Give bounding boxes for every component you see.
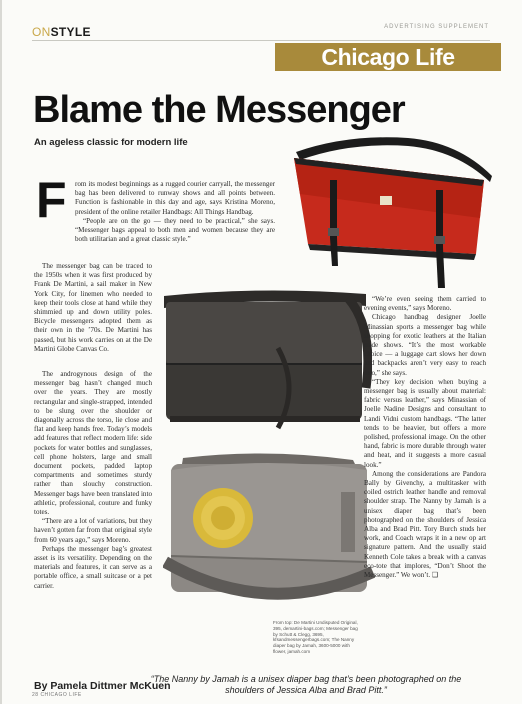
quote-paragraph: “People are on the go — they need to be practical,” she says. “Messenger bags appeal to both men and women because they are both utilitarian and a great classic style.”: [75, 216, 275, 244]
right-column: [364, 295, 486, 580]
headline: Blame the Messenger: [33, 89, 405, 131]
pull-quote: “The Nanny by Jamah is a unisex diaper bag that’s been photographed on the shoulders of Jessica Alba and Brad Pitt.”: [150, 674, 462, 695]
byline: By Pamela Dittmer McKuen: [34, 680, 171, 692]
section-prefix: ON: [32, 25, 51, 39]
gray-diaper-bag-photo: [163, 452, 375, 620]
page-folio: 28 CHICAGO LIFE: [32, 692, 82, 698]
chicago-life-banner: Chicago Life: [275, 43, 501, 71]
intro-paragraph: rom its modest beginnings as a rugged courier carryall, the messenger bag has been delivered to runway shows and all points between. Function is fashionable in this day and age, says Kristina Moreno, president of the online retailer Handbags: All Things Handbag.: [75, 180, 275, 216]
photo-caption: From top: De Martini Undisputed Original, 395, demartini-bags.com; Messenger bag by Schutt & Clegg, 3695, kfsandmessengerbags.com; The Nanny diaper bag by Jamah, 3600-5000 with flower, jamah.com: [273, 620, 358, 654]
versatility-paragraph: Perhaps the messenger bag’s greatest asset is its versatility. Depending on the materials and features, it can serve as a portable office, a small suitcase or a pet carrier.: [34, 544, 152, 590]
design-paragraph: The androgynous design of the messenger bag hasn’t changed much over the years. They are mostly rectangular and single-strapped, intended to be slung over the shoulder or diagonally across the torso, lie close and flat and keep hands free. Today’s models add features that reflect modern life: side pockets for water bottles and sunglasses, cell phone holsters, large and small document pockets, padded laptop compartments and sometimes sturdy rather than slouchy construction. Messenger bags have been translated into athletic, professional, couture and funky totes.: [34, 370, 152, 517]
left-column: [34, 370, 152, 591]
deck: An ageless classic for modern life: [34, 137, 188, 148]
joelle-paragraph: Chicago handbag designer Joelle Minassian sports a messenger bag while shopping for exotic leathers at the Italian trade shows. “It’s the most workable choice — a luggage cart slows her down and backpacks aren’t very easy to reach into,” she says.: [364, 313, 486, 377]
header-rule: [32, 40, 490, 41]
section-name: STYLE: [50, 25, 91, 39]
supplement-label: ADVERTISING SUPPLEMENT: [384, 24, 489, 30]
evening-paragraph: “We’re even seeing them carried to evening events,” says Moreno.: [364, 295, 486, 313]
red-messenger-bag-photo: [288, 132, 498, 292]
key-decision-paragraph: “They key decision when buying a messenger bag is usually about material: fabric versus leather,” says Minassian of Joelle Nadine Designs and consultant to Landi Vidni custom handbags. “The latter tends to be heavier, but offers a more polished, professional image. On the other hand, fabric is more durable through water and heat, and it suggests a more casual look.”: [364, 377, 486, 469]
intro-column: [75, 180, 275, 244]
history-paragraph-wide: [34, 262, 274, 354]
variations-paragraph: “There are a lot of variations, but they haven’t gotten far from that original style from 60 years ago,” says Moreno.: [34, 517, 152, 544]
section-tag: [32, 25, 91, 39]
history-paragraph: The messenger bag can be traced to the 1950s when it was first produced by Frank De Martini, a sail maker in New York City, for linemen who needed to keep their tools close at hand while they shimmied up and down utility poles. Bicycle messengers adopted them as their own in the ’70s. De Martini has passed, but his work carries on at the De Martini Globe Canvas Co.: [34, 262, 152, 353]
considerations-paragraph: Among the considerations are Pandora Bally by Givenchy, a multitasker with coiled ostrich leather handle and removal shoulder strap. The Nanny by Jamah is a unisex diaper bag that’s been photographed on the shoulders of Jessica Alba and Brad Pitt. Tory Burch studs her work, and Coach wraps it in a new op art signature pattern. And the usually staid Kenneth Cole takes a break with a canvas eco-tote that implores, “Don’t Shoot the Messenger.” We won’t. ❑: [364, 469, 486, 580]
drop-cap: F: [36, 172, 67, 228]
